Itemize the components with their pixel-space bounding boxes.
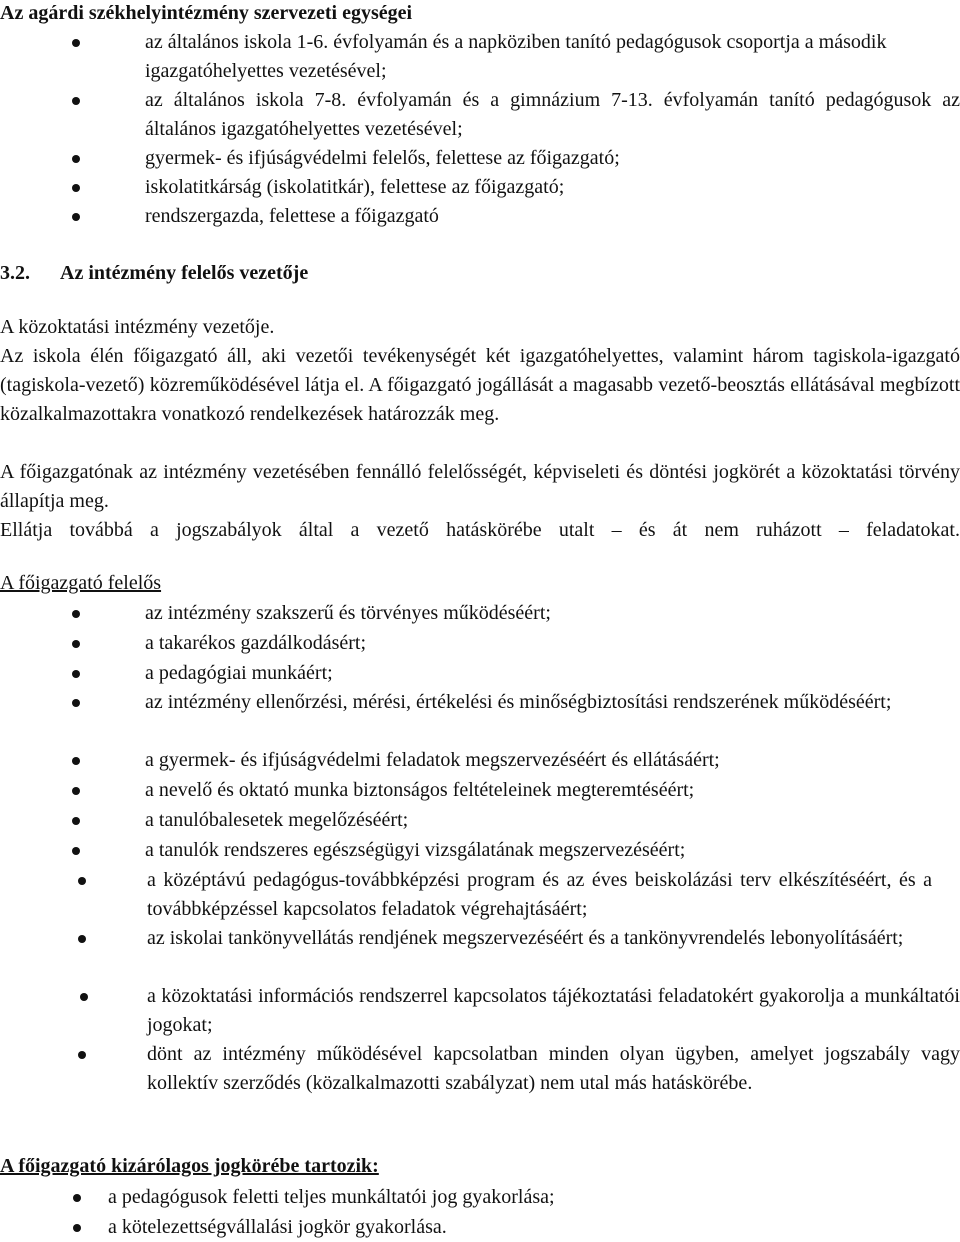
list-item [145, 144, 960, 173]
list-item [145, 776, 960, 805]
list-item [145, 173, 960, 202]
list-item-text: a takarékos gazdálkodásért; [145, 632, 367, 654]
list-item [108, 1183, 960, 1212]
bullet-icon [72, 817, 80, 825]
paragraph: A közoktatási intézmény vezetője. [0, 316, 275, 338]
list-item [147, 924, 960, 953]
section-title [0, 259, 960, 288]
list-item [108, 1213, 960, 1242]
list-item-text: a közoktatási információs rendszerrel kapcsolatos tájékoztatási feladatokért gyakorolja a munkáltatói jogokat; [147, 985, 960, 1036]
section-heading: Az agárdi székhelyintézmény szervezeti egységei [0, 2, 413, 24]
section-title-text: Az intézmény felelős vezetője [60, 262, 309, 284]
bullet-icon [78, 877, 86, 885]
list-item [145, 746, 960, 775]
list-item [145, 688, 960, 717]
list-item-text: a tanulóbalesetek megelőzéséért; [145, 809, 409, 831]
bullet-icon [72, 670, 80, 678]
bullet-icon [72, 39, 80, 47]
list-item-text: az iskolai tankönyvellátás rendjének megszervezéséért és a tankönyvrendelés lebonyolításáért; [147, 927, 904, 949]
list-item-text: iskolatitkárság (iskolatitkár), felettese az főigazgató; [145, 176, 565, 198]
list-item [145, 836, 960, 865]
list-item [147, 866, 932, 924]
section-number: 3.2. [0, 262, 30, 284]
bullet-icon [72, 847, 80, 855]
list-item [145, 86, 960, 144]
bullet-icon [72, 699, 80, 707]
list-item-text: a nevelő és oktató munka biztonságos feltételeinek megteremtéséért; [145, 779, 695, 801]
list-item-text: a kötelezettségvállalási jogkör gyakorlása. [108, 1216, 447, 1238]
list-item [145, 629, 960, 658]
responsibility-heading: A főigazgató felelős [0, 572, 162, 594]
bullet-icon [72, 610, 80, 618]
list-item [145, 28, 960, 86]
list-item-text: a gyermek- és ifjúságvédelmi feladatok megszervezéséért és ellátásáért; [145, 749, 720, 771]
list-item-text: rendszergazda, felettese a főigazgató [145, 205, 439, 227]
list-item-text: a pedagógiai munkáért; [145, 662, 333, 684]
list-item [145, 659, 960, 688]
bullet-icon [80, 993, 88, 1001]
list-item [145, 806, 960, 835]
list-item-text: gyermek- és ifjúságvédelmi felelős, felettese az főigazgató; [145, 147, 620, 169]
bullet-icon [72, 213, 80, 221]
list-item [147, 982, 960, 1040]
bullet-icon [73, 1194, 81, 1202]
bullet-icon [72, 184, 80, 192]
list-item-text: az intézmény szakszerű és törvényes működéséért; [145, 602, 551, 624]
list-item-text: dönt az intézmény működésével kapcsolatban minden olyan ügyben, amelyet jogszabály vagy kollektív szerződés (közalkalmazotti szabályzat) nem utal más hatáskörébe. [147, 1043, 960, 1094]
bullet-icon [78, 1051, 86, 1059]
bullet-icon [72, 640, 80, 648]
list-item-text: a tanulók rendszeres egészségügyi vizsgálatának megszervezéséért; [145, 839, 686, 861]
list-item [145, 599, 960, 628]
list-item-text: az általános iskola 7-8. évfolyamán és a gimnázium 7-13. évfolyamán tanító pedagógusok az általános igazgatóhelyettes vezetésével; [145, 89, 960, 140]
list-item-text: a középtávú pedagógus-továbbképzési program és az éves beiskolázási terv elkészítéséért, és a továbbképzéssel kapcsolatos feladatok végrehajtásáért; [147, 869, 932, 920]
list-item [145, 202, 960, 231]
bullet-icon [73, 1224, 81, 1232]
exclusive-powers-heading: A főigazgató kizárólagos jogkörébe tartozik: [0, 1155, 379, 1177]
list-item-text: az általános iskola 1-6. évfolyamán és a napköziben tanító pedagógusok csoportja a második igazgatóhelyettes vezetésével; [145, 31, 887, 82]
bullet-icon [72, 155, 80, 163]
bullet-icon [72, 757, 80, 765]
list-item [147, 1040, 960, 1098]
paragraph: Ellátja továbbá a jogszabályok által a vezető hatáskörébe utalt – és át nem ruházott – feladatokat. [0, 519, 960, 541]
bullet-icon [72, 97, 80, 105]
list-item-text: a pedagógusok feletti teljes munkáltatói jog gyakorlása; [108, 1186, 555, 1208]
bullet-icon [78, 935, 86, 943]
list-item-text: az intézmény ellenőrzési, mérési, értékelési és minőségbiztosítási rendszerének működéséért; [145, 691, 892, 713]
paragraph: A főigazgatónak az intézmény vezetésében fennálló felelősségét, képviseleti és döntési jogkörét a közoktatási törvény állapítja meg. [0, 461, 960, 512]
bullet-icon [72, 787, 80, 795]
paragraph: Az iskola élén főigazgató áll, aki vezetői tevékenységét két igazgatóhelyettes, valamint három tagiskola-igazgató (tagiskola-vezető) közreműködésével látja el. A főigazgató jogállását a magasabb vezető-beosztás ellátásával megbízott közalkalmazottakra vonatkozó rendelkezések határozzák meg. [0, 345, 960, 425]
